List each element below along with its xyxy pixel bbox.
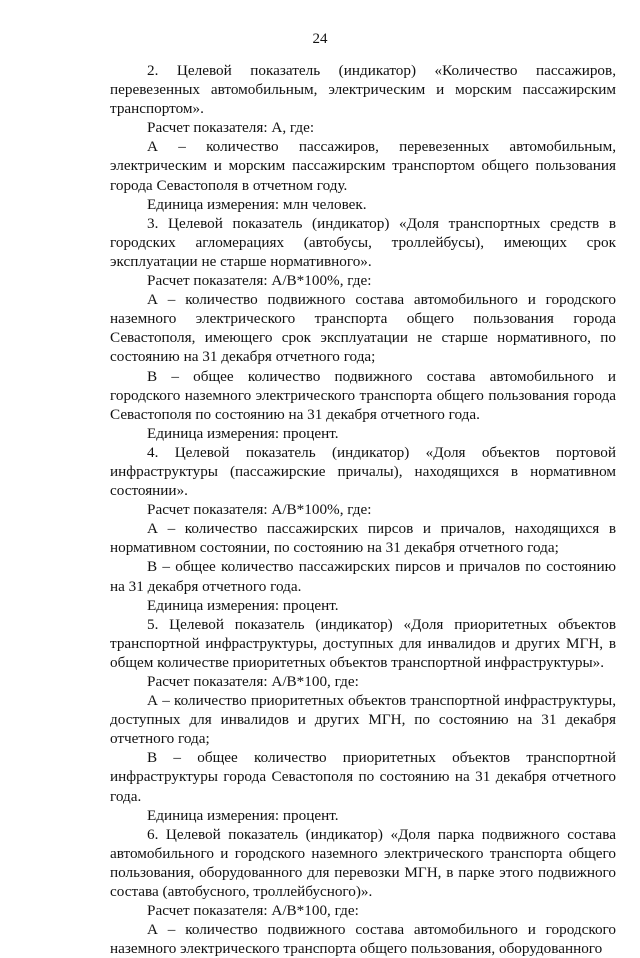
paragraph-indicator-2-formula: Расчет показателя: А, где: [147, 119, 315, 137]
paragraph-indicator-3-title: 3. Целевой показатель (индикатор) «Доля транспортных средств в городских агломерациях (автобусы, троллейбусы), имеющих срок эксплуатации не старше нормативного». [110, 214, 616, 270]
paragraph-indicator-2-unit: Единица измерения: млн человек. [147, 195, 367, 213]
paragraph-indicator-2-title: 2. Целевой показатель (индикатор) «Количество пассажиров, перевезенных автомобильным, электрическим и морским пассажирским транспортом». [110, 62, 616, 118]
page-number: 24 [312, 31, 328, 47]
document-body [110, 61, 616, 958]
paragraph-indicator-6-formula: Расчет показателя: А/В*100, где: [147, 902, 359, 920]
paragraph-indicator-4-a-definition: А – количество пассажирских пирсов и причалов, находящихся в нормативном состоянии, по состоянию на 31 декабря отчетного года; [110, 520, 616, 557]
paragraph-indicator-4-title: 4. Целевой показатель (индикатор) «Доля объектов портовой инфраструктуры (пассажирские причалы), находящихся в нормативном состоянии». [110, 443, 616, 500]
paragraph-indicator-5-title: 5. Целевой показатель (индикатор) «Доля приоритетных объектов транспортной инфраструктуры, доступных для инвалидов и других МГН, в общем количестве приоритетных объектов транспортной инфраструктуры». [110, 615, 616, 671]
paragraph-indicator-2-a-definition: А – количество пассажиров, перевезенных автомобильным, электрическим и морским пассажирским транспортом общего пользования города Севастополя в отчетном году. [110, 138, 616, 194]
paragraph-indicator-4-unit: Единица измерения: процент. [147, 596, 339, 614]
paragraph-indicator-6-title: 6. Целевой показатель (индикатор) «Доля парка подвижного состава автомобильного и городского наземного электрического транспорта общего пользования, оборудованного для перевозки МГН, в парке этого подвижного состава (автобусного, троллейбусного)». [110, 825, 616, 901]
paragraph-indicator-5-b-definition: В – общее количество приоритетных объектов транспортной инфраструктуры города Севастополя по состоянию на 31 декабря отчетного года. [110, 749, 616, 805]
paragraph-indicator-6-a-definition: А – количество подвижного состава автомобильного и городского наземного электрического транспорта общего пользования, оборудованного [110, 921, 616, 958]
paragraph-indicator-5-formula: Расчет показателя: А/В*100, где: [147, 673, 359, 690]
paragraph-indicator-3-unit: Единица измерения: процент. [147, 424, 339, 442]
paragraph-indicator-4-b-definition: В – общее количество пассажирских пирсов и причалов по состоянию на 31 декабря отчетного года. [110, 558, 616, 595]
paragraph-indicator-3-b-definition: В – общее количество подвижного состава автомобильного и городского наземного электрического транспорта общего пользования города Севастополя по состоянию на 31 декабря отчетного года. [110, 367, 616, 423]
paragraph-indicator-3-formula: Расчет показателя: А/В*100%, где: [147, 272, 372, 290]
paragraph-indicator-3-a-definition: А – количество подвижного состава автомобильного и городского наземного электрического транспорта общего пользования города Севастополя, имеющего срок эксплуатации не старше нормативного, по состоянию на 31 декабря отчетного года; [110, 291, 616, 366]
paragraph-indicator-4-formula: Расчет показателя: А/В*100%, где: [147, 501, 372, 519]
paragraph-indicator-5-unit: Единица измерения: процент. [147, 806, 339, 824]
paragraph-indicator-5-a-definition: А – количество приоритетных объектов транспортной инфраструктуры, доступных для инвалидов и других МГН, по состоянию на 31 декабря отчетного года; [110, 692, 616, 748]
